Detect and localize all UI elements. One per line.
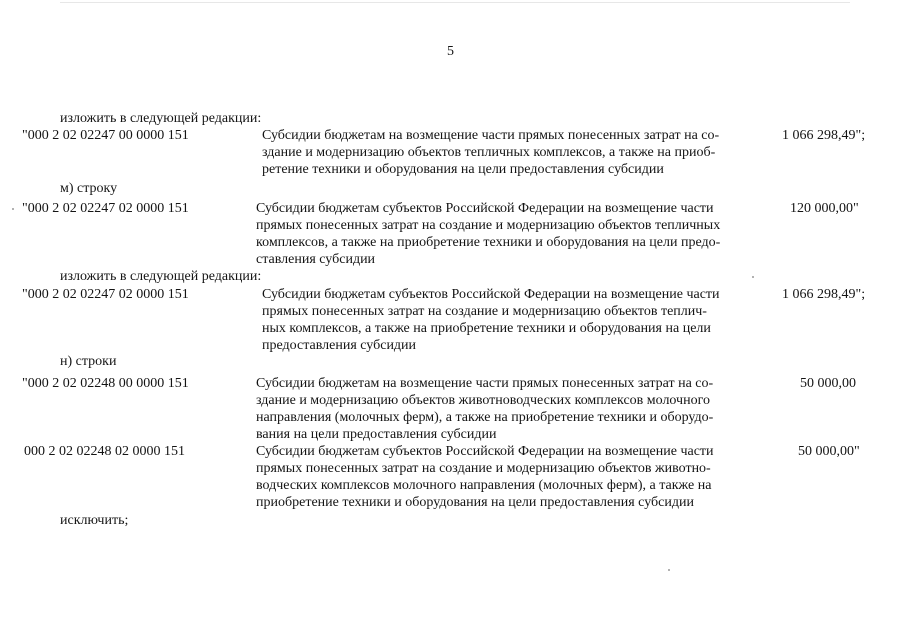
instruction-text: изложить в следующей редакции: bbox=[60, 111, 262, 126]
budget-code: "000 2 02 02247 00 0000 151 bbox=[22, 128, 189, 143]
budget-description: Субсидии бюджетам на возмещение части прямых понесенных затрат на со- здание и модернизацию объектов тепличных комплексов, а также на приоб- ретение техники и оборудования на цели предоставления субсидии bbox=[262, 128, 720, 177]
item-label: н) строки bbox=[60, 354, 117, 369]
budget-amount: 50 000,00 bbox=[800, 376, 856, 391]
budget-code: "000 2 02 02247 02 0000 151 bbox=[22, 201, 189, 216]
page-number: 5 bbox=[447, 44, 454, 59]
budget-amount: 50 000,00" bbox=[798, 444, 860, 459]
scan-speck bbox=[752, 276, 754, 278]
budget-code: 000 2 02 02248 02 0000 151 bbox=[24, 444, 185, 459]
scan-speck bbox=[668, 569, 670, 571]
budget-code: "000 2 02 02247 02 0000 151 bbox=[22, 287, 189, 302]
scan-artifact-top bbox=[60, 2, 850, 3]
budget-description: Субсидии бюджетам субъектов Российской Федерации на возмещение части прямых понесенных затрат на создание и модернизацию объектов тепличных комплексов, а также на приобретение техники и оборудования на цели предо- ставления субсидии bbox=[256, 201, 721, 267]
budget-amount: 1 066 298,49"; bbox=[782, 287, 866, 302]
budget-description: Субсидии бюджетам на возмещение части прямых понесенных затрат на со- здание и модернизацию объектов животноводческих комплексов молочного направления (молочных ферм), а также на приобретение техники и оборудо- вания на цели предоставления субсидии bbox=[256, 376, 714, 442]
scan-speck bbox=[12, 208, 14, 210]
instruction-text: изложить в следующей редакции: bbox=[60, 269, 262, 284]
budget-amount: 120 000,00" bbox=[790, 201, 859, 216]
budget-amount: 1 066 298,49"; bbox=[782, 128, 866, 143]
budget-description: Субсидии бюджетам субъектов Российской Федерации на возмещение части прямых понесенных затрат на создание и модернизацию объектов теплич- ных комплексов, а также на приобретение техники и оборудования на цели предоставления субсидии bbox=[262, 287, 720, 353]
budget-description: Субсидии бюджетам субъектов Российской Федерации на возмещение части прямых понесенных затрат на создание и модернизацию объектов животно- водческих комплексов молочного направления (молочных ферм), а также на приобретение техники и оборудования на цели предоставления субсидии bbox=[256, 444, 714, 510]
budget-code: "000 2 02 02248 00 0000 151 bbox=[22, 376, 189, 391]
instruction-text: исключить; bbox=[60, 513, 129, 528]
item-label: м) строку bbox=[60, 181, 118, 196]
